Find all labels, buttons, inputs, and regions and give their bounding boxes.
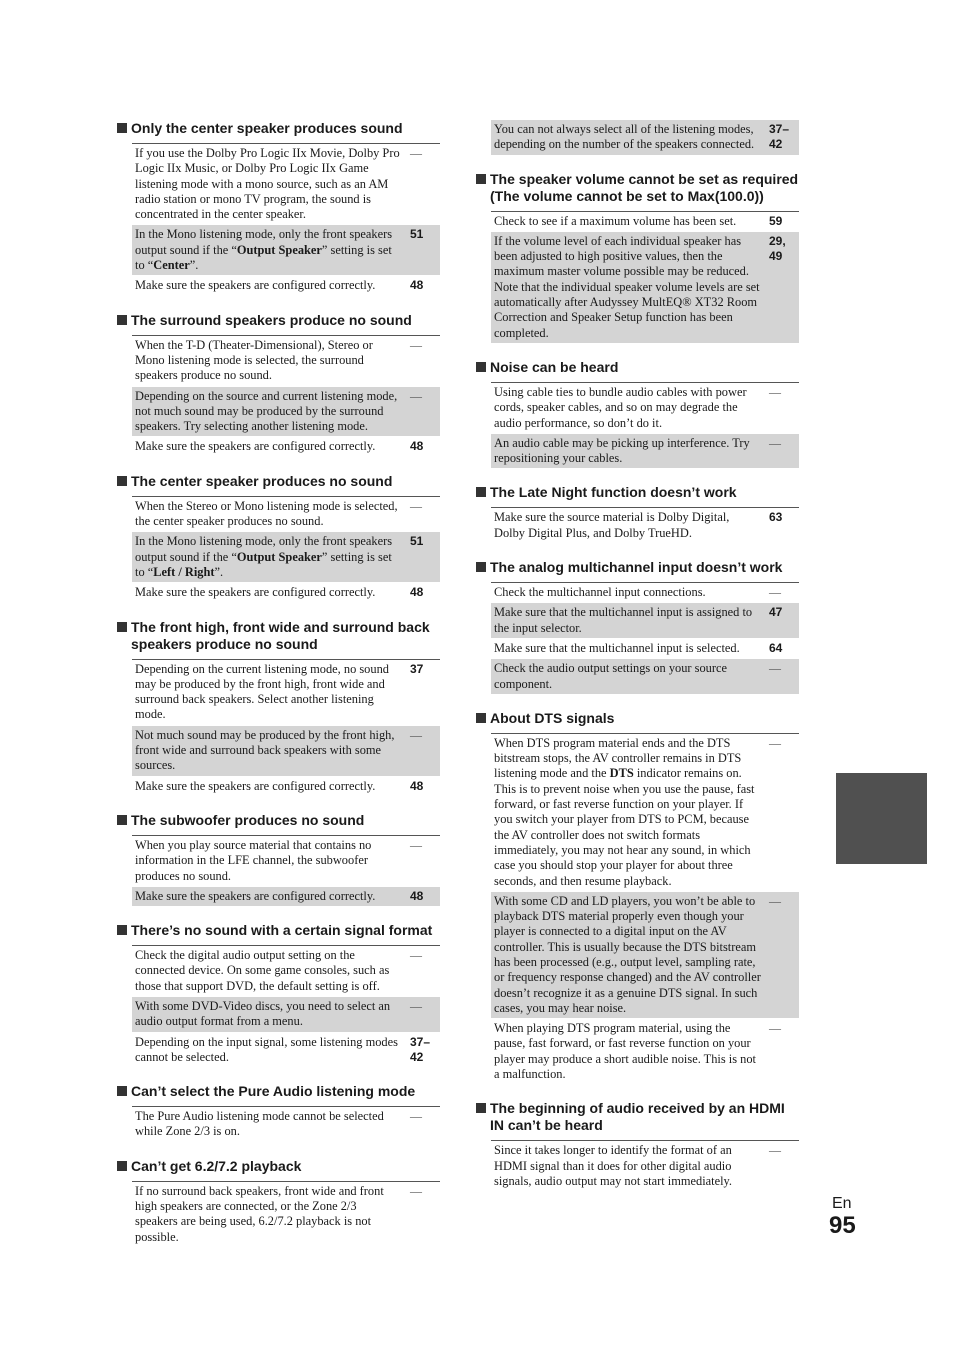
chapter-tab [836, 773, 927, 864]
section-heading-text: About DTS signals [490, 709, 615, 726]
row-text: Make sure the source material is Dolby Digital, Dolby Digital Plus, and Dolby TrueHD. [494, 510, 730, 540]
table-row [491, 892, 799, 1019]
square-bullet-icon [476, 713, 486, 723]
table-row [132, 144, 440, 225]
page-reference: — [769, 735, 781, 750]
table-row [132, 532, 440, 583]
troubleshooting-section [117, 312, 440, 458]
section-heading [476, 171, 799, 205]
table-row [132, 997, 440, 1033]
section-heading [117, 812, 440, 829]
page-reference: — [410, 837, 422, 852]
section-heading [117, 619, 440, 653]
square-bullet-icon [476, 487, 486, 497]
troubleshooting-section [476, 484, 799, 544]
section-heading-text: The beginning of audio received by an HDMI IN can’t be heard [490, 1100, 785, 1134]
page-reference: 47 [769, 605, 783, 620]
table-row [132, 836, 440, 887]
page-reference: 29, 49 [769, 233, 786, 264]
table-row [132, 336, 440, 387]
square-bullet-icon [476, 562, 486, 572]
troubleshooting-section [476, 359, 799, 469]
row-text: Depending on the current listening mode, no sound may be produced by the front high, front wide and surround back speakers. Select another listening mode. [135, 661, 389, 722]
section-heading-text: Noise can be heard [490, 358, 619, 375]
troubleshooting-table [491, 382, 799, 469]
square-bullet-icon [117, 815, 127, 825]
troubleshooting-table [491, 582, 799, 695]
troubleshooting-table [132, 143, 440, 297]
section-heading-text: Can’t select the Pure Audio listening mode [131, 1083, 416, 1100]
square-bullet-icon [117, 925, 127, 935]
table-row [491, 508, 799, 544]
row-text: Since it takes longer to identify the format of an HDMI signal than it does for other digital audio signals, audio output may not start immediately. [494, 1143, 733, 1188]
row-text: Check the multichannel input connections. [494, 585, 706, 600]
troubleshooting-table [132, 496, 440, 604]
table-row [132, 387, 440, 438]
row-text: Make sure the speakers are configured correctly. [135, 778, 376, 793]
page-language: En [832, 1195, 852, 1212]
table-row [491, 212, 799, 232]
section-heading-text: The subwoofer produces no sound [131, 811, 365, 828]
page-reference: — [410, 498, 422, 513]
troubleshooting-section [117, 1083, 440, 1143]
section-heading [117, 473, 440, 490]
troubleshooting-table [132, 659, 440, 797]
troubleshooting-table [491, 211, 799, 344]
square-bullet-icon [476, 362, 486, 372]
row-text: Check the audio output settings on your source component. [494, 661, 727, 691]
section-heading [476, 710, 799, 727]
page-reference: 37 [410, 661, 424, 676]
row-text: If you use the Dolby Pro Logic IIx Movie, Dolby Pro Logic IIx Music, or Dolby Pro Logic IIx Game listening mode with a mono source, such as an AM radio station or mono TV program, the sound is concentrated in the center speaker. [135, 146, 400, 222]
troubleshooting-section [476, 1100, 799, 1192]
row-text: Make sure the speakers are configured correctly. [135, 888, 376, 903]
section-heading [476, 559, 799, 576]
square-bullet-icon [476, 174, 486, 184]
table-row [132, 777, 440, 797]
table-row [132, 583, 440, 603]
row-text: The Pure Audio listening mode cannot be selected while Zone 2/3 is on. [135, 1109, 384, 1139]
page-reference: — [410, 388, 422, 403]
row-text: With some DVD-Video discs, you need to select an audio output format from a menu. [135, 998, 391, 1029]
row-text: In the Mono listening mode, only the front speakers output sound if the “Output Speaker” setting is set to “Left / Right”. [135, 534, 393, 579]
section-heading-text: Only the center speaker produces sound [131, 120, 403, 136]
square-bullet-icon [117, 123, 127, 133]
section-heading-text: The surround speakers produce no sound [131, 311, 412, 328]
troubleshooting-section [476, 120, 799, 156]
square-bullet-icon [117, 622, 127, 632]
section-heading [476, 484, 799, 501]
row-text: With some CD and LD players, you won’t be able to playback DTS material properly even though your player is connected to a digital input on the AV controller. This is usually because the DTS bitstream has been processed (e.g., output level, sampling rate, or frequency response changed) and the AV controller doesn’t recognize it as a genuine DTS signal. In such cases, you may hear noise. [494, 893, 761, 1015]
table-row [132, 726, 440, 777]
row-text: Make sure that the multichannel input is selected. [494, 640, 740, 655]
row-text: Make sure that the multichannel input is assigned to the input selector. [494, 605, 753, 635]
page-reference: — [769, 384, 781, 399]
section-heading [117, 120, 440, 137]
troubleshooting-table [491, 733, 799, 1086]
table-row [491, 434, 799, 470]
section-heading-text: The analog multichannel input doesn’t work [490, 559, 783, 576]
section-heading-text: The Late Night function doesn’t work [490, 484, 737, 501]
table-row [132, 1182, 440, 1248]
page-reference: 48 [410, 778, 424, 793]
troubleshooting-section [476, 710, 799, 1086]
square-bullet-icon [117, 315, 127, 325]
page-reference: 37–42 [410, 1034, 431, 1064]
troubleshooting-section [117, 473, 440, 604]
table-row [491, 639, 799, 659]
page-reference: — [769, 1021, 781, 1036]
table-row [132, 660, 440, 726]
table-row [491, 232, 799, 344]
row-text: Make sure the speakers are configured correctly. [135, 278, 376, 293]
troubleshooting-section [117, 922, 440, 1068]
table-row [491, 1019, 799, 1085]
table-row [132, 225, 440, 276]
square-bullet-icon [117, 476, 127, 486]
row-text: Using cable ties to bundle audio cables with power cords, speaker cables, and so on may degrade the audio performance, so don’t do it. [494, 384, 747, 430]
page-reference: — [410, 998, 422, 1013]
table-row [132, 497, 440, 533]
table-row [491, 734, 799, 892]
page-reference: 37–42 [769, 122, 790, 152]
troubleshooting-table [491, 507, 799, 544]
troubleshooting-section [117, 619, 440, 797]
section-heading-text: The center speaker produces no sound [131, 472, 393, 489]
right-column [476, 120, 799, 1207]
section-heading-text: There’s no sound with a certain signal format [131, 922, 433, 939]
page-reference: — [769, 585, 781, 600]
square-bullet-icon [476, 1103, 486, 1113]
troubleshooting-table [132, 335, 440, 458]
row-text: When the Stereo or Mono listening mode is selected, the center speaker produces no sound. [135, 498, 398, 529]
table-row [491, 1141, 799, 1192]
row-text: In the Mono listening mode, only the front speakers output sound if the “Output Speaker” setting is set to “Center”. [135, 227, 393, 273]
section-heading [117, 1158, 440, 1175]
page-reference: — [769, 661, 781, 676]
table-row [132, 276, 440, 296]
table-row [132, 437, 440, 457]
table-row [491, 383, 799, 434]
page-reference: — [410, 727, 422, 742]
page-reference: 48 [410, 585, 424, 600]
page-reference: 48 [410, 439, 424, 454]
section-heading [117, 1083, 440, 1100]
row-text: Make sure the speakers are configured correctly. [135, 439, 376, 454]
page-reference: 63 [769, 510, 783, 525]
section-heading [476, 1100, 799, 1134]
row-text: Make sure the speakers are configured correctly. [135, 585, 376, 600]
page-reference: 64 [769, 640, 783, 655]
page-reference: 51 [410, 534, 424, 549]
row-text: Depending on the source and current listening mode, not much sound may be produced by the surround speakers. Try selecting another listening mode. [135, 388, 398, 434]
troubleshooting-section [117, 120, 440, 297]
row-text: Check to see if a maximum volume has been set. [494, 213, 737, 228]
square-bullet-icon [117, 1161, 127, 1171]
troubleshooting-table [491, 1140, 799, 1192]
row-text: If no surround back speakers, front wide and front high speakers are connected, or the Zone 2/3 speakers are being used, 6.2/7.2 playback is not possible. [135, 1183, 384, 1244]
table-row [491, 583, 799, 603]
page-reference: 48 [410, 278, 424, 293]
page-number: 95 [829, 1212, 856, 1239]
table-row [132, 887, 440, 907]
page-reference: — [410, 146, 422, 160]
left-column [117, 120, 440, 1263]
section-heading [117, 922, 440, 939]
row-text: When you play source material that contains no information in the LFE channel, the subwoofer produces no sound. [135, 837, 372, 883]
row-text: When DTS program material ends and the DTS bitstream stops, the AV controller remains in DTS listening mode and the DTS indicator remains on. This is to prevent noise when you use the pause, fast forward, or fast reverse function on your player. If you switch your player from DTS to PCM, because the AV controller does not switch formats immediately, you may not hear any sound, in which case you should stop your player for about three seconds, and then resume playback. [494, 735, 755, 888]
troubleshooting-section [117, 1158, 440, 1248]
troubleshooting-table [132, 835, 440, 907]
troubleshooting-section [476, 559, 799, 695]
section-heading [117, 312, 440, 329]
troubleshooting-table [491, 120, 799, 156]
row-text: You can not always select all of the listening modes, depending on the number of the speakers connected. [494, 122, 755, 152]
page-reference: — [410, 1183, 422, 1198]
section-heading-text: Can’t get 6.2/7.2 playback [131, 1157, 302, 1174]
page-reference: — [410, 337, 422, 352]
troubleshooting-section [117, 812, 440, 907]
section-heading-text: The speaker volume cannot be set as required (The volume cannot be set to Max(100.0)) [490, 170, 799, 204]
row-text: Not much sound may be produced by the front high, front wide and surround back speakers with some sources. [135, 727, 395, 773]
page-reference: 51 [410, 227, 424, 242]
troubleshooting-table [132, 1181, 440, 1248]
page-reference: — [769, 435, 781, 450]
table-row [132, 1107, 440, 1143]
row-text: Depending on the input signal, some listening modes cannot be selected. [135, 1034, 398, 1064]
troubleshooting-table [132, 1106, 440, 1143]
section-heading [476, 359, 799, 376]
page-reference: 59 [769, 213, 783, 228]
square-bullet-icon [117, 1086, 127, 1096]
row-text: If the volume level of each individual speaker has been adjusted to high positive values, then the maximum master volume possible may be reduced. Note that the individual speaker volume levels are set automatically after Audyssey MultEQ® XT32 Room Correction and Speaker Setup function has been completed. [494, 233, 760, 340]
table-row [132, 946, 440, 997]
row-text: When the T-D (Theater-Dimensional), Stereo or Mono listening mode is selected, the surround speakers produce no sound. [135, 337, 373, 383]
page-reference: — [410, 948, 422, 963]
row-text: Check the digital audio output setting on the connected device. On some game consoles, such as those that support DVD, the default setting is off. [135, 948, 390, 993]
troubleshooting-section [476, 171, 799, 344]
table-row [132, 1033, 440, 1069]
page-reference: — [769, 893, 781, 908]
page-reference: — [410, 1109, 422, 1124]
table-row [491, 120, 799, 156]
row-text: When playing DTS program material, using the pause, fast forward, or fast reverse function on your player may produce a short audible noise. This is not a malfunction. [494, 1021, 756, 1082]
troubleshooting-table [132, 945, 440, 1068]
section-heading-text: The front high, front wide and surround back speakers produce no sound [131, 618, 430, 652]
page-reference: — [769, 1143, 781, 1158]
table-row [491, 659, 799, 695]
row-text: An audio cable may be picking up interference. Try repositioning your cables. [494, 435, 750, 466]
table-row [491, 603, 799, 639]
page-reference: 48 [410, 888, 424, 903]
